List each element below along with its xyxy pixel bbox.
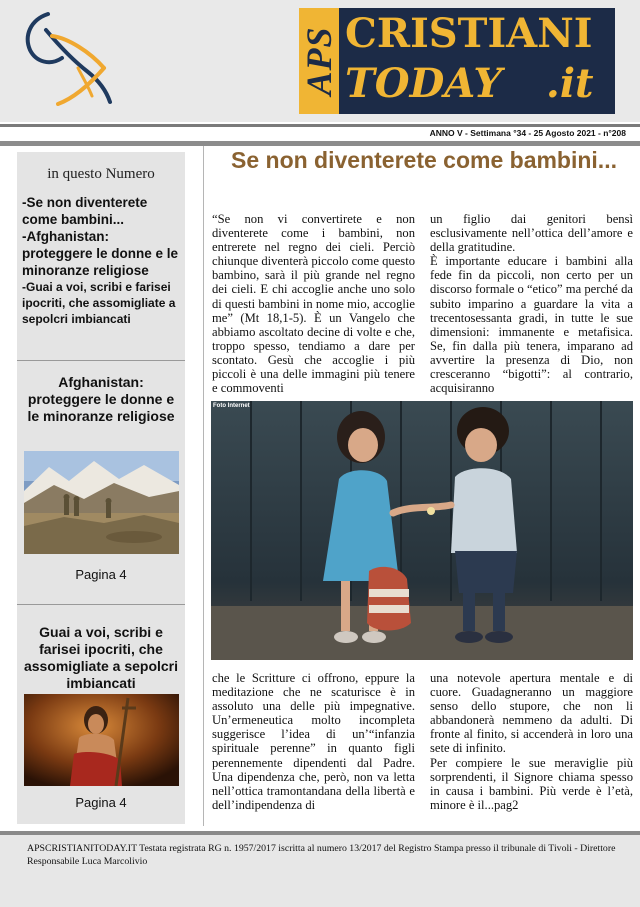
afghanistan-thumbnail[interactable] — [24, 451, 179, 554]
article-paragraph: una notevole apertura mentale e di cuore. Guadagneranno un maggiore senso dello stupore, che non li abbandonerà nemmeno da adulti. Di fronte al finito, si accenderà in loro una sete di infinito. — [430, 671, 633, 756]
article-column: che le Scritture ci offrono, eppure la meditazione che ne scaturisce è in assoluto una delle più impegnative. Un’ermeneutica molto incompleta suggerisce l’idea di un’“infanzia spirituale perenne” in quanto figli perennemente dipendenti dal Padre. Una dipendenza che, però, non va letta nell’ottica tramontandana della libertà e dell’indipendenza di — [212, 671, 415, 812]
article-paragraph: È importante educare i bambini alla fede fin da piccoli, non certo per un discorso formale o “etico” ma perché da subito imparino a guardare la vita a trecentosessanta gradi, in tutte le sue dimensioni: immanente e metafisica. Se, fin dalla più tenera, imparano ad avvertire la presenza di Dio, non cresceranno “bigotti”: al contrario, acquisiranno — [430, 254, 633, 396]
article-column — [430, 671, 633, 817]
masthead-line-1: CRISTIANI — [345, 10, 593, 57]
column-divider — [203, 146, 204, 826]
article-column — [430, 212, 633, 399]
sidebar-divider — [17, 360, 185, 361]
sidebar — [17, 152, 185, 824]
article-title: Se non diventerete come bambini... — [231, 147, 617, 173]
contents-item[interactable]: -Afghanistan: proteggere le donne e le minoranze religiose — [22, 229, 179, 278]
issue-line: ANNO V - Settimana °34 - 25 Agosto 2021 - n°208 — [429, 128, 626, 138]
header-rule — [0, 124, 640, 127]
page-header — [0, 0, 640, 122]
page-reference: Pagina 4 — [75, 795, 127, 810]
article-column: “Se non vi convertirete e non diventerete come i bambini, non entrerete nel regno dei cieli. Perciò chiunque diventerà piccolo come questo bambino, sarà il più grande nel regno dei cieli. E chi accoglie anche uno solo di questi bambini in nome mio, accoglie me” (Mt 18,1-5). È un Vangelo che abbiamo ascoltato decine di volte e che, troppo spesso, tendiamo a dare per scontato. Gesù che accoglie i più piccoli è una delle immagini più tenere e commoventi — [212, 212, 415, 396]
page-reference: Pagina 4 — [75, 567, 127, 582]
sidebar-divider — [17, 604, 185, 605]
masthead-banner — [299, 8, 615, 114]
aps-label: APS — [299, 8, 339, 114]
john-baptist-thumbnail[interactable] — [24, 694, 179, 786]
masthead-line-2: TODAY .it — [345, 60, 594, 107]
children-photo — [211, 401, 633, 660]
photo-credit: Foto Internet — [213, 403, 250, 409]
article-paragraph: un figlio dai genitori bensì esclusivamente nell’ottica dell’amore e della gratitudine. — [430, 212, 633, 255]
contents-item[interactable]: -Se non diventerete come bambini... — [22, 195, 148, 227]
footer-legal-text: APSCRISTIANITODAY.IT Testata registrata RG n. 1957/2017 iscritta al numero 13/2017 del Registro Stampa presso il tribunale di Tivoli - Direttore Responsabile Luca Marcolivio — [27, 843, 616, 867]
sidebar-box-heading[interactable]: Guai a voi, scribi e farisei ipocriti, che assomigliate a sepolcri imbiancati — [23, 624, 179, 691]
fish-logo-icon — [18, 6, 114, 106]
article-paragraph: Per compiere le sue meraviglie più sorprendenti, il Signore chiama spesso in causa i bambini. Più verde è l’età, minore è il...pag2 — [430, 755, 633, 812]
contents-list — [22, 194, 182, 327]
sidebar-title: in questo Numero — [47, 166, 155, 182]
contents-item[interactable]: -Guai a voi, scribi e farisei ipocriti, che assomigliate a sepolcri imbiancati — [22, 280, 176, 326]
sidebar-box-heading[interactable]: Afghanistan: proteggere le donne e le minoranze religiose — [27, 374, 175, 424]
